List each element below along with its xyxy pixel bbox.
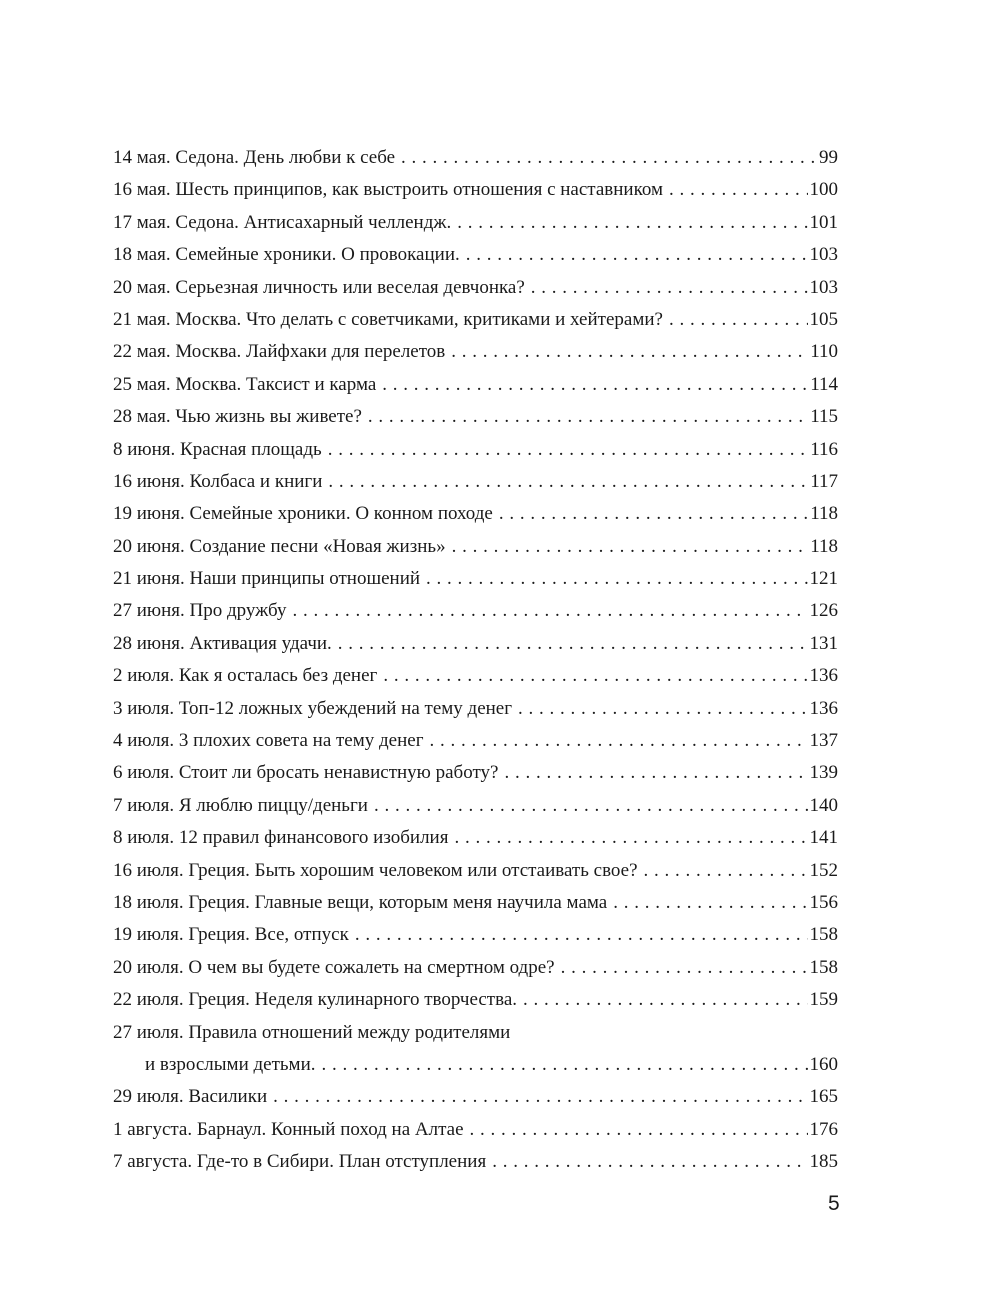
toc-entry-title: 8 июня. Красная площадь — [113, 438, 322, 460]
toc-entry-title: 19 июля. Греция. Все, отпуск — [113, 924, 349, 946]
toc-leader-dots — [499, 498, 808, 530]
toc-entry — [113, 693, 838, 725]
toc-entry — [113, 563, 838, 595]
toc-entry-title: 4 июля. 3 плохих совета на тему денег — [113, 730, 424, 752]
toc-entry-title: 22 июля. Греция. Неделя кулинарного творчества. — [113, 989, 518, 1011]
toc-leader-dots — [430, 725, 808, 757]
page-folio: 5 — [828, 1192, 840, 1215]
toc-entry-title: 21 июня. Наши принципы отношений — [113, 568, 421, 590]
toc-entry — [113, 855, 838, 887]
toc-entry-page: 117 — [810, 470, 838, 492]
toc-entry — [113, 984, 838, 1016]
toc-entry — [113, 336, 838, 368]
toc-entry — [113, 919, 838, 951]
toc-entry — [113, 757, 838, 789]
toc-leader-dots — [451, 336, 808, 368]
toc-entry-title: 27 июля. Правила отношений между родителями — [113, 1021, 511, 1043]
toc-entry-page: 103 — [809, 244, 838, 266]
toc-entry-title: 3 июля. Топ-12 ложных убеждений на тему денег — [113, 697, 513, 719]
toc-leader-dots — [644, 855, 808, 887]
toc-leader-dots — [374, 790, 808, 822]
toc-entry-title: 2 июля. Как я осталась без денег — [113, 665, 378, 687]
toc-leader-dots — [368, 401, 808, 433]
toc-leader-dots — [523, 984, 807, 1016]
toc-leader-dots — [328, 434, 809, 466]
toc-entry-title: 20 июня. Создание песни «Новая жизнь» — [113, 535, 446, 557]
toc-entry — [113, 1081, 838, 1113]
toc-entry — [113, 142, 838, 174]
toc-entry-page: 131 — [809, 632, 838, 654]
toc-leader-dots — [457, 207, 807, 239]
toc-entry-title: 20 мая. Серьезная личность или веселая девчонка? — [113, 276, 525, 298]
toc-entry-page: 160 — [809, 1053, 838, 1075]
toc-entry-title: 18 июля. Греция. Главные вещи, которым меня научила мама — [113, 891, 608, 913]
toc-leader-dots — [669, 304, 808, 336]
toc-leader-dots — [470, 1114, 808, 1146]
toc-entry-continuation — [113, 1049, 838, 1081]
toc-leader-dots — [401, 142, 817, 174]
toc-entry — [113, 887, 838, 919]
toc-entry-title: 20 июля. О чем вы будете сожалеть на смертном одре? — [113, 956, 555, 978]
toc-leader-dots — [452, 531, 809, 563]
toc-entry-title: 27 июня. Про дружбу — [113, 600, 287, 622]
toc-entry-title: 16 июля. Греция. Быть хорошим человеком или отстаивать свое? — [113, 859, 638, 881]
toc-entry — [113, 304, 838, 336]
toc-entry-page: 140 — [809, 794, 838, 816]
toc-entry-title: 7 августа. Где-то в Сибири. План отступления — [113, 1151, 487, 1173]
toc-entry-page: 103 — [809, 276, 838, 298]
toc-entry-page: 136 — [809, 697, 838, 719]
toc-entry-page: 156 — [809, 891, 838, 913]
toc-entry-page: 126 — [809, 600, 838, 622]
toc-entry-page: 115 — [810, 406, 838, 428]
toc-leader-dots — [504, 757, 807, 789]
toc-entry — [113, 725, 838, 757]
toc-entry — [113, 660, 838, 692]
toc-entry — [113, 174, 838, 206]
toc-entry-page: 137 — [809, 730, 838, 752]
toc-entry-title: 28 июня. Активация удачи. — [113, 632, 332, 654]
toc-entry-page: 165 — [809, 1086, 838, 1108]
toc-entry-page: 100 — [809, 179, 838, 201]
toc-entry-page: 152 — [809, 859, 838, 881]
toc-leader-dots — [531, 272, 808, 304]
toc-leader-dots — [322, 1049, 808, 1081]
toc-entry-title: 18 мая. Семейные хроники. О провокации. — [113, 244, 460, 266]
toc-entry-title: 8 июля. 12 правил финансового изобилия — [113, 827, 449, 849]
toc-leader-dots — [382, 369, 808, 401]
toc-entry — [113, 790, 838, 822]
toc-entry — [113, 207, 838, 239]
toc-leader-dots — [273, 1081, 807, 1113]
toc-entry — [113, 434, 838, 466]
toc-entry — [113, 401, 838, 433]
toc-entry — [113, 595, 838, 627]
toc-leader-dots — [466, 239, 808, 271]
toc-entry-title: 19 июня. Семейные хроники. О конном походе — [113, 503, 493, 525]
toc-entry-title: 25 мая. Москва. Таксист и карма — [113, 373, 377, 395]
toc-entry-page: 110 — [810, 341, 838, 363]
toc-entry-title: 17 мая. Седона. Антисахарный челлендж. — [113, 211, 452, 233]
toc-entry-title: 6 июля. Стоит ли бросать ненавистную работу? — [113, 762, 499, 784]
toc-entry-title: 16 июня. Колбаса и книги — [113, 470, 323, 492]
toc-entry — [113, 239, 838, 271]
toc-entry-page: 118 — [810, 503, 838, 525]
toc-entry-page: 99 — [819, 147, 838, 168]
toc-entry — [113, 628, 838, 660]
toc-entry-page: 185 — [809, 1151, 838, 1173]
toc-entry-page: 101 — [809, 211, 838, 233]
table-of-contents — [113, 142, 838, 1179]
toc-entry — [113, 952, 838, 984]
toc-entry-title: 7 июля. Я люблю пиццу/деньги — [113, 794, 368, 816]
toc-leader-dots — [292, 595, 807, 627]
toc-entry-page: 141 — [809, 827, 838, 849]
toc-entry-title: 14 мая. Седона. День любви к себе — [113, 147, 396, 168]
toc-leader-dots — [613, 887, 807, 919]
toc-entry-title: 16 мая. Шесть принципов, как выстроить отношения с наставником — [113, 179, 663, 201]
toc-leader-dots — [383, 660, 807, 692]
toc-leader-dots — [454, 822, 807, 854]
toc-leader-dots — [355, 919, 808, 951]
toc-entry-page: 139 — [809, 762, 838, 784]
toc-entry-page: 118 — [810, 535, 838, 557]
toc-entry-title: 22 мая. Москва. Лайфхаки для перелетов — [113, 341, 446, 363]
toc-entry-page: 121 — [809, 568, 838, 590]
toc-entry-title: 21 мая. Москва. Что делать с советчиками, критиками и хейтерами? — [113, 308, 663, 330]
toc-entry — [113, 272, 838, 304]
toc-entry-title: 29 июля. Василики — [113, 1086, 268, 1108]
toc-entry-title: 1 августа. Барнаул. Конный поход на Алтае — [113, 1118, 464, 1140]
toc-entry-page: 158 — [809, 956, 838, 978]
toc-leader-dots — [338, 628, 808, 660]
toc-entry-page: 176 — [809, 1118, 838, 1140]
toc-entry — [113, 822, 838, 854]
toc-entry-page: 116 — [810, 438, 838, 460]
toc-entry-title: 28 мая. Чью жизнь вы живете? — [113, 406, 362, 428]
toc-entry — [113, 531, 838, 563]
toc-leader-dots — [426, 563, 807, 595]
toc-leader-dots — [518, 693, 807, 725]
toc-entry-page: 105 — [809, 308, 838, 330]
toc-entry-title: и взрослыми детьми. — [145, 1053, 316, 1075]
toc-entry-page: 114 — [810, 373, 838, 395]
toc-leader-dots — [492, 1146, 807, 1178]
toc-entry — [113, 369, 838, 401]
toc-leader-dots — [669, 174, 808, 206]
toc-entry — [113, 1017, 838, 1049]
toc-leader-dots — [328, 466, 808, 498]
toc-entry — [113, 1114, 838, 1146]
toc-leader-dots — [561, 952, 808, 984]
toc-entry-page: 158 — [809, 924, 838, 946]
toc-entry-page: 159 — [809, 989, 838, 1011]
toc-entry-page: 136 — [809, 665, 838, 687]
toc-entry — [113, 466, 838, 498]
toc-entry — [113, 498, 838, 530]
toc-entry — [113, 1146, 838, 1178]
